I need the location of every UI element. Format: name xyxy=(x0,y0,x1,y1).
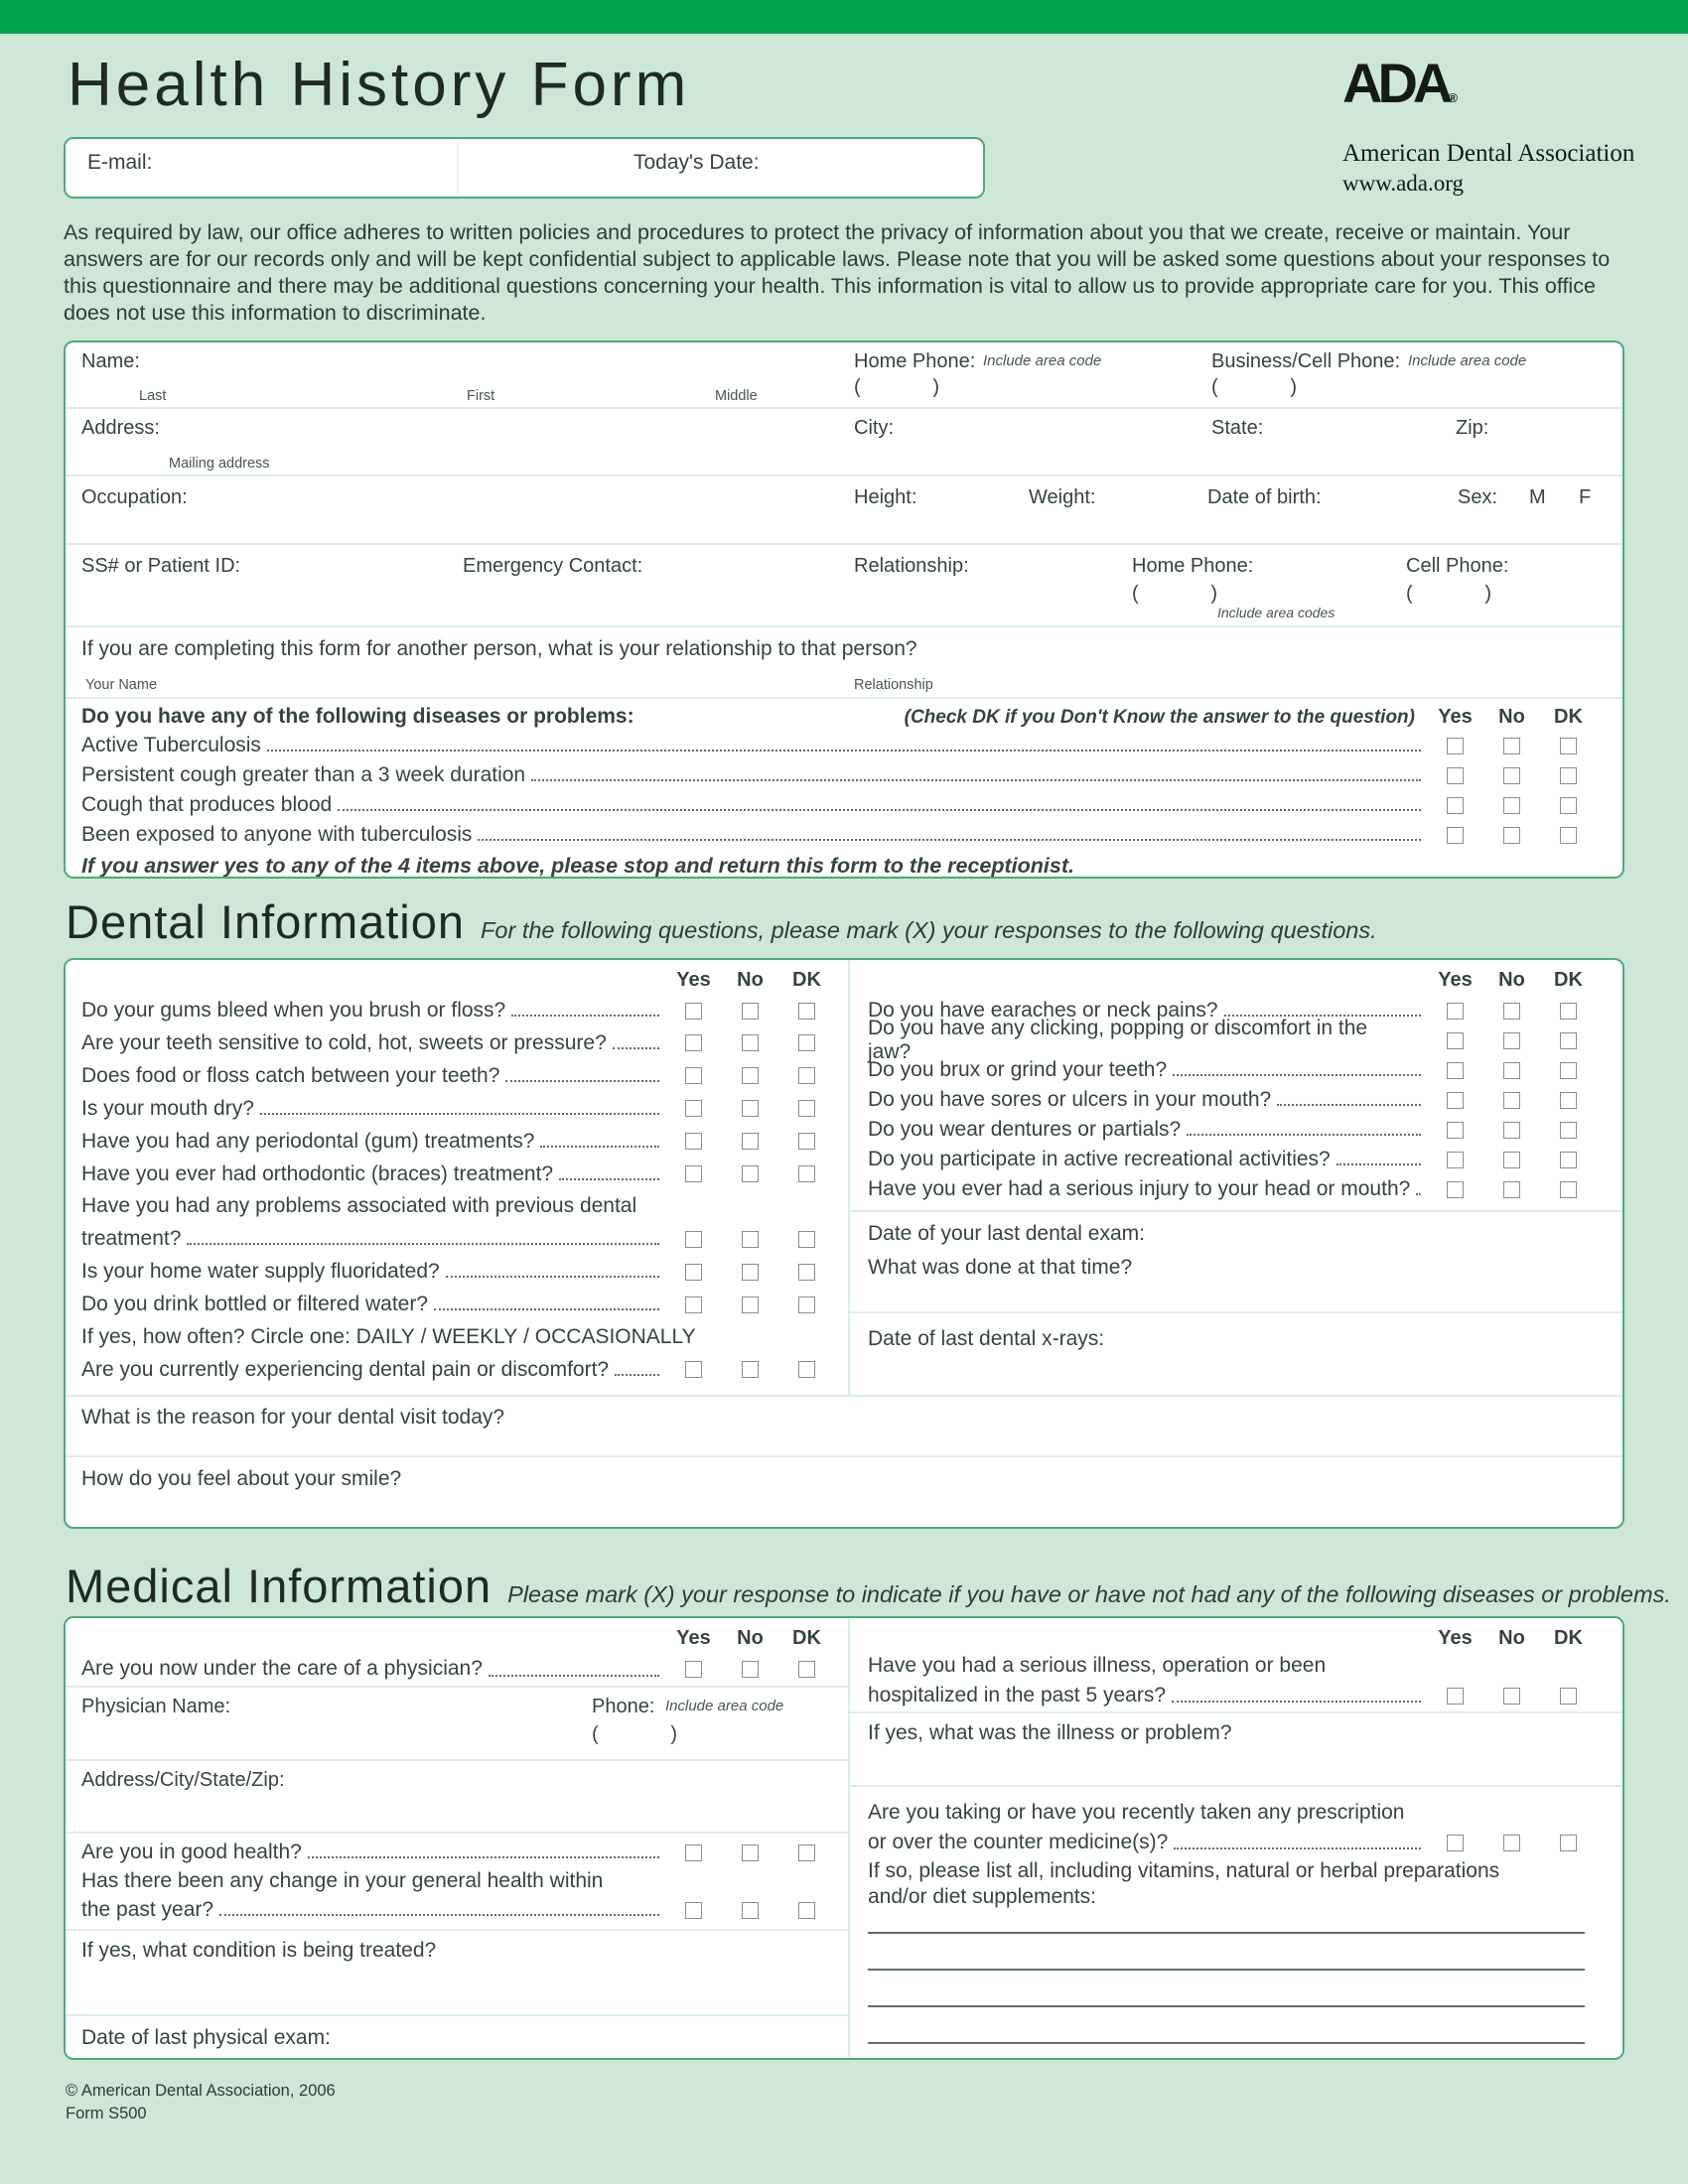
emergency-home-phone-label: Home Phone: xyxy=(1132,555,1254,577)
state-label: State: xyxy=(1211,417,1264,439)
checkbox-dk[interactable] xyxy=(798,1264,815,1281)
dental-question-row xyxy=(850,1017,1622,1063)
checkbox-no[interactable] xyxy=(1503,1092,1520,1109)
dental-left-column xyxy=(66,960,848,1395)
col-no: No xyxy=(1498,1626,1525,1649)
question-text: the past year? xyxy=(81,1898,214,1921)
checkbox-yes[interactable] xyxy=(685,1661,702,1678)
checkbox-no[interactable] xyxy=(742,1231,759,1248)
dental-question-row xyxy=(66,1290,848,1319)
mailing-address-sublabel: Mailing address xyxy=(169,456,270,472)
dental-question-row xyxy=(66,1224,848,1254)
checkbox-no[interactable] xyxy=(1503,1032,1520,1049)
dotted-leader xyxy=(505,1080,659,1082)
dk-note: (Check DK if you Don't Know the answer to the question) xyxy=(904,707,1415,728)
dotted-leader xyxy=(540,1146,659,1148)
dotted-leader xyxy=(1173,1074,1421,1076)
checkbox-no[interactable] xyxy=(742,1844,759,1861)
medical-info-panel xyxy=(64,1616,1624,2060)
sex-option-female[interactable]: F xyxy=(1579,486,1592,508)
checkbox-dk[interactable] xyxy=(798,1003,815,1020)
name-middle-sublabel: Middle xyxy=(715,388,758,404)
ada-logo-mark: ADA® xyxy=(1342,52,1458,114)
meds-list-note-line1: If so, please list all, including vitamins, natural or herbal preparations xyxy=(868,1859,1500,1882)
dental-right-col-headers xyxy=(850,960,1622,994)
medical-right-col-headers xyxy=(850,1618,1622,1652)
question-text: Do you brux or grind your teeth? xyxy=(868,1058,1168,1081)
question-text: Persistent cough greater than a 3 week duration xyxy=(81,763,526,786)
sex-label: Sex: xyxy=(1458,486,1498,508)
dental-question-row xyxy=(66,1028,848,1058)
form-footer xyxy=(66,2080,336,2125)
screening-col-headers xyxy=(1427,706,1597,729)
medical-section-subtitle: Please mark (X) your response to indicate if you have or have not had any of the following diseases or problems. xyxy=(507,1581,1671,1607)
height-label: Height: xyxy=(854,486,917,508)
col-no: No xyxy=(737,1626,764,1649)
checkbox-no[interactable] xyxy=(742,1902,759,1919)
checkbox-yes[interactable] xyxy=(685,1297,702,1313)
dotted-leader xyxy=(1172,1701,1421,1703)
emergency-home-phone-parens: ( ) xyxy=(1132,583,1231,605)
dental-question-row xyxy=(66,1355,848,1385)
medical-question-wrap-line1: Are you taking or have you recently taken any prescription xyxy=(868,1801,1405,1824)
last-dental-exam-block[interactable] xyxy=(850,1212,1622,1311)
condition-treated-row[interactable] xyxy=(66,1929,848,2014)
checkbox-yes[interactable] xyxy=(1447,738,1464,754)
home-phone-label: Home Phone: xyxy=(854,350,976,372)
dental-question-row xyxy=(66,1160,848,1189)
checkbox-yes[interactable] xyxy=(685,1231,702,1248)
checkbox-dk[interactable] xyxy=(1560,767,1577,784)
screening-item-row xyxy=(66,731,1622,760)
option-separator: / xyxy=(414,1325,433,1349)
last-physical-exam-row[interactable] xyxy=(66,2014,848,2058)
checkbox-no[interactable] xyxy=(742,1034,759,1051)
city-label: City: xyxy=(854,417,894,439)
checkbox-dk[interactable] xyxy=(798,1297,815,1313)
dotted-leader xyxy=(338,809,1421,811)
copyright-text: © American Dental Association, 2006 xyxy=(66,2082,336,2100)
checkbox-dk[interactable] xyxy=(798,1844,815,1861)
checkbox-yes[interactable] xyxy=(1447,1181,1464,1198)
weight-label: Weight: xyxy=(1029,486,1096,508)
sex-option-male[interactable]: M xyxy=(1529,486,1546,508)
last-xrays-block[interactable] xyxy=(850,1313,1622,1395)
meds-write-in-area xyxy=(868,1910,1597,2048)
write-in-line[interactable] xyxy=(868,1969,1585,1971)
dotted-leader xyxy=(1336,1163,1421,1165)
medical-left-col-headers xyxy=(66,1618,848,1652)
dental-question-row xyxy=(850,1085,1622,1115)
screening-warning: If you answer yes to any of the 4 items above, please stop and return this form to the receptionist. xyxy=(81,854,1074,878)
physician-phone-parens: ( ) xyxy=(592,1723,691,1745)
dotted-leader xyxy=(531,779,1421,781)
your-name-sublabel: Your Name xyxy=(85,677,158,693)
checkbox-no[interactable] xyxy=(1503,827,1520,844)
medications-block xyxy=(850,1787,1622,2058)
dental-question-row xyxy=(850,1145,1622,1174)
privacy-notice: As required by law, our office adheres to written policies and procedures to protect the privacy of information about you that we create, receive or maintain. Your answers are for our records only and will be kept confidential subject to applicable laws. Please note that you will be asked some questions about your responses to this questionnaire and there may be additional questions concerning your health. This information is vital to allow us to provide appropriate care for you. This office does not use this information to discriminate. xyxy=(64,220,1611,325)
question-text: Been exposed to anyone with tuberculosis xyxy=(81,823,473,846)
dental-section-header xyxy=(66,894,1377,949)
checkbox-yes[interactable] xyxy=(1447,1003,1464,1020)
dotted-leader xyxy=(1174,1847,1421,1849)
ssn-label: SS# or Patient ID: xyxy=(81,555,241,577)
checkbox-dk[interactable] xyxy=(1560,827,1577,844)
checkbox-yes[interactable] xyxy=(1447,1688,1464,1705)
ada-org-name: American Dental Association xyxy=(1342,140,1635,167)
checkbox-no[interactable] xyxy=(742,1264,759,1281)
ada-org-url: www.ada.org xyxy=(1342,171,1464,196)
checkbox-no[interactable] xyxy=(742,1003,759,1020)
checkbox-no[interactable] xyxy=(742,1100,759,1117)
medical-question-row xyxy=(66,1895,848,1925)
home-phone-parens: ( ) xyxy=(854,376,953,398)
question-text: Do you drink bottled or filtered water? xyxy=(81,1293,429,1316)
registered-mark-icon: ® xyxy=(1448,90,1458,105)
address-label: Address: xyxy=(81,417,160,439)
email-field-label: E-mail: xyxy=(87,151,153,174)
page-title: Health History Form xyxy=(68,51,691,119)
medical-question-row xyxy=(66,1652,848,1686)
dental-right-column xyxy=(848,960,1622,1395)
cell-phone-label: Cell Phone: xyxy=(1406,555,1509,577)
screening-heading: Do you have any of the following diseases or problems: xyxy=(81,705,634,728)
illness-problem-row[interactable] xyxy=(850,1713,1622,1785)
question-text: Are you in good health? xyxy=(81,1841,302,1863)
checkbox-dk[interactable] xyxy=(798,1133,815,1150)
checkbox-yes[interactable] xyxy=(1447,767,1464,784)
dental-info-panel xyxy=(64,958,1624,1529)
general-health-block xyxy=(66,1832,848,1929)
another-person-row[interactable] xyxy=(66,625,1622,697)
checkbox-no[interactable] xyxy=(742,1661,759,1678)
name-last-sublabel: Last xyxy=(139,388,167,404)
business-phone-label: Business/Cell Phone: xyxy=(1211,350,1401,372)
question-text: Do you have sores or ulcers in your mouth? xyxy=(868,1088,1272,1111)
medical-question-wrap-line1: Have you had a serious illness, operation or been xyxy=(868,1654,1327,1677)
col-yes: Yes xyxy=(1438,1626,1473,1649)
checkbox-dk[interactable] xyxy=(1560,797,1577,814)
physician-phone-label: Phone: xyxy=(592,1696,655,1717)
circle-option-daily[interactable]: DAILY xyxy=(355,1325,415,1349)
physician-name-row[interactable] xyxy=(66,1686,848,1759)
dotted-leader xyxy=(615,1374,659,1376)
business-phone-area-code-note: Include area code xyxy=(1408,352,1527,369)
question-text: Have you ever had a serious injury to your head or mouth? xyxy=(868,1177,1411,1200)
write-in-line[interactable] xyxy=(868,2042,1585,2044)
business-phone-parens: ( ) xyxy=(1211,376,1311,398)
medical-right-column xyxy=(848,1618,1622,2058)
dotted-leader xyxy=(308,1856,659,1858)
checkbox-dk[interactable] xyxy=(798,1231,815,1248)
visit-reason-row[interactable] xyxy=(66,1395,1622,1455)
dotted-leader xyxy=(187,1243,659,1245)
question-text: Does food or floss catch between your teeth? xyxy=(81,1063,500,1087)
dental-section-title: Dental Information xyxy=(66,895,466,948)
col-yes: Yes xyxy=(676,1626,711,1649)
screening-item-row xyxy=(66,820,1622,850)
checkbox-dk[interactable] xyxy=(1560,1032,1577,1049)
address-row[interactable] xyxy=(66,407,1622,475)
phone-area-code-note: Include area code xyxy=(665,1698,784,1714)
checkbox-dk[interactable] xyxy=(1560,1003,1577,1020)
question-text: Do you wear dentures or partials? xyxy=(868,1118,1182,1141)
question-text: Is your mouth dry? xyxy=(81,1096,254,1120)
col-yes: Yes xyxy=(676,968,711,991)
patient-info-panel xyxy=(64,341,1624,879)
circle-one-prefix: If yes, how often? Circle one: xyxy=(81,1325,356,1349)
dental-question-row xyxy=(66,1257,848,1287)
visit-reason-label: What is the reason for your dental visit today? xyxy=(81,1406,505,1429)
screening-item-row xyxy=(66,760,1622,790)
question-text: Cough that produces blood xyxy=(81,793,333,816)
checkbox-yes[interactable] xyxy=(1447,1062,1464,1079)
last-dental-exam-label: Date of your last dental exam: xyxy=(868,1222,1145,1245)
checkbox-yes[interactable] xyxy=(685,1034,702,1051)
name-row[interactable] xyxy=(66,342,1622,407)
medical-question-row xyxy=(850,1680,1622,1711)
checkbox-dk[interactable] xyxy=(1560,1181,1577,1198)
last-physical-exam-label: Date of last physical exam: xyxy=(81,2026,331,2049)
checkbox-dk[interactable] xyxy=(1560,1152,1577,1168)
dental-left-col-headers xyxy=(66,960,848,994)
physician-address-label: Address/City/State/Zip: xyxy=(81,1769,285,1791)
dental-question-row xyxy=(66,996,848,1025)
checkbox-yes[interactable] xyxy=(1447,827,1464,844)
home-phone-area-code-note: Include area code xyxy=(983,352,1102,369)
checkbox-no[interactable] xyxy=(1503,1152,1520,1168)
checkbox-no[interactable] xyxy=(1503,1062,1520,1079)
col-no: No xyxy=(1498,706,1525,728)
checkbox-yes[interactable] xyxy=(1447,1835,1464,1851)
checkbox-no[interactable] xyxy=(742,1067,759,1084)
checkbox-dk[interactable] xyxy=(1560,1122,1577,1139)
question-text: hospitalized in the past 5 years? xyxy=(868,1684,1167,1706)
checkbox-no[interactable] xyxy=(1503,797,1520,814)
checkbox-dk[interactable] xyxy=(798,1661,815,1678)
checkbox-dk[interactable] xyxy=(798,1902,815,1919)
dotted-leader xyxy=(613,1047,659,1049)
emergency-contact-label: Emergency Contact: xyxy=(463,555,643,577)
question-text: Active Tuberculosis xyxy=(81,734,261,756)
checkbox-no[interactable] xyxy=(1503,1122,1520,1139)
question-text: Is your home water supply fluoridated? xyxy=(81,1260,440,1284)
checkbox-yes[interactable] xyxy=(1447,1032,1464,1049)
checkbox-no[interactable] xyxy=(742,1297,759,1313)
checkbox-no[interactable] xyxy=(742,1133,759,1150)
question-text: Are you currently experiencing dental pain or discomfort? xyxy=(81,1357,610,1381)
screening-item-row xyxy=(66,790,1622,820)
dotted-leader xyxy=(1416,1193,1421,1195)
col-no: No xyxy=(1498,968,1525,991)
checkbox-dk[interactable] xyxy=(798,1067,815,1084)
checkbox-dk[interactable] xyxy=(798,1361,815,1378)
checkbox-yes[interactable] xyxy=(685,1003,702,1020)
todays-date-field-label: Today's Date: xyxy=(633,151,760,174)
dotted-leader xyxy=(489,1675,659,1677)
question-text: Are you now under the care of a physician? xyxy=(81,1657,483,1680)
occupation-row[interactable] xyxy=(66,475,1622,543)
dotted-leader xyxy=(511,1015,659,1017)
question-text: Have you ever had orthodontic (braces) treatment? xyxy=(81,1161,554,1185)
dotted-leader xyxy=(478,839,1421,841)
cell-phone-parens: ( ) xyxy=(1406,583,1505,605)
col-dk: DK xyxy=(1554,706,1583,728)
checkbox-yes[interactable] xyxy=(685,1067,702,1084)
zip-label: Zip: xyxy=(1456,417,1489,439)
occupation-label: Occupation: xyxy=(81,486,188,508)
question-text: treatment? xyxy=(81,1227,182,1251)
ssn-emergency-row[interactable] xyxy=(66,543,1622,625)
dental-question-row xyxy=(66,1094,848,1124)
medical-left-column xyxy=(66,1618,848,2058)
relationship-sublabel: Relationship xyxy=(854,677,933,693)
form-number: Form S500 xyxy=(66,2105,147,2122)
checkbox-yes[interactable] xyxy=(1447,1152,1464,1168)
relationship-label: Relationship: xyxy=(854,555,969,577)
checkbox-yes[interactable] xyxy=(685,1165,702,1182)
checkbox-no[interactable] xyxy=(742,1165,759,1182)
checkbox-no[interactable] xyxy=(1503,738,1520,754)
name-first-sublabel: First xyxy=(467,388,495,404)
dental-question-row xyxy=(850,1174,1622,1204)
question-text: Do you have earaches or neck pains? xyxy=(868,999,1218,1022)
dotted-leader xyxy=(559,1178,659,1180)
checkbox-dk[interactable] xyxy=(798,1165,815,1182)
disease-screening-block xyxy=(66,697,1622,879)
smile-label: How do you feel about your smile? xyxy=(81,1467,402,1490)
question-text: Are your teeth sensitive to cold, hot, sweets or pressure? xyxy=(81,1030,607,1054)
checkbox-dk[interactable] xyxy=(798,1100,815,1117)
checkbox-no[interactable] xyxy=(742,1361,759,1378)
medical-question-wrap-line1: Has there been any change in your general health within xyxy=(81,1869,604,1892)
col-no: No xyxy=(737,968,764,991)
ada-logo xyxy=(1342,52,1640,197)
checkbox-yes[interactable] xyxy=(685,1844,702,1861)
what-was-done-label: What was done at that time? xyxy=(868,1256,1133,1279)
dental-question-wrap-line1: Have you had any problems associated with previous dental xyxy=(81,1194,637,1218)
checkbox-yes[interactable] xyxy=(1447,1122,1464,1139)
meds-list-note-line2: and/or diet supplements: xyxy=(868,1885,1096,1908)
checkbox-dk[interactable] xyxy=(798,1034,815,1051)
checkbox-yes[interactable] xyxy=(685,1100,702,1117)
checkbox-no[interactable] xyxy=(1503,1688,1520,1705)
last-xrays-label: Date of last dental x-rays: xyxy=(868,1327,1105,1350)
dotted-leader xyxy=(1187,1134,1421,1136)
medical-question-row xyxy=(66,1838,848,1867)
dental-question-row xyxy=(850,1055,1622,1085)
medical-question-row xyxy=(868,1827,1597,1858)
question-text: Have you had any periodontal (gum) treatments? xyxy=(81,1129,535,1153)
checkbox-yes[interactable] xyxy=(1447,797,1464,814)
write-in-line[interactable] xyxy=(868,1932,1585,1934)
checkbox-no[interactable] xyxy=(1503,1181,1520,1198)
circle-option-occasionally[interactable]: OCCASIONALLY xyxy=(534,1325,696,1349)
medical-section-title: Medical Information xyxy=(66,1560,492,1612)
checkbox-yes[interactable] xyxy=(1447,1092,1464,1109)
top-green-bar xyxy=(0,0,1688,34)
option-separator: / xyxy=(517,1325,535,1349)
col-dk: DK xyxy=(792,1626,821,1649)
physician-address-row[interactable] xyxy=(66,1759,848,1832)
dob-label: Date of birth: xyxy=(1207,486,1322,508)
dotted-leader xyxy=(219,1914,659,1916)
physician-name-label: Physician Name: xyxy=(81,1696,231,1717)
checkbox-no[interactable] xyxy=(1503,767,1520,784)
medical-section-header xyxy=(66,1559,1671,1613)
write-in-line[interactable] xyxy=(868,2005,1585,2007)
dotted-leader xyxy=(260,1113,659,1115)
col-dk: DK xyxy=(1554,1626,1583,1649)
condition-treated-label: If yes, what condition is being treated? xyxy=(81,1939,437,1962)
checkbox-dk[interactable] xyxy=(1560,738,1577,754)
smile-row[interactable] xyxy=(66,1455,1622,1527)
checkbox-dk[interactable] xyxy=(1560,1688,1577,1705)
circle-option-weekly[interactable]: WEEKLY xyxy=(432,1325,518,1349)
screening-header-row xyxy=(66,703,1622,731)
dental-question-row xyxy=(850,1115,1622,1145)
checkbox-dk[interactable] xyxy=(1560,1062,1577,1079)
dental-section-subtitle: For the following questions, please mark (X) your responses to the following questions. xyxy=(481,917,1377,943)
col-yes: Yes xyxy=(1438,968,1473,991)
question-text: Do your gums bleed when you brush or floss? xyxy=(81,999,506,1022)
another-person-question: If you are completing this form for another person, what is your relationship to that person? xyxy=(81,637,917,660)
question-text: Do you have any clicking, popping or discomfort in the jaw? xyxy=(868,1017,1368,1063)
checkbox-no[interactable] xyxy=(1503,1835,1520,1851)
dental-question-row xyxy=(66,1061,848,1091)
illness-problem-label: If yes, what was the illness or problem? xyxy=(868,1721,1232,1744)
checkbox-yes[interactable] xyxy=(685,1361,702,1378)
checkbox-yes[interactable] xyxy=(685,1133,702,1150)
question-text: or over the counter medicine(s)? xyxy=(868,1831,1169,1853)
dotted-leader xyxy=(267,750,1421,751)
dotted-leader xyxy=(434,1308,659,1310)
dotted-leader xyxy=(446,1276,659,1278)
checkbox-no[interactable] xyxy=(1503,1003,1520,1020)
email-date-divider xyxy=(457,141,459,195)
include-area-codes-note: Include area codes xyxy=(1217,605,1336,620)
question-text: Do you participate in active recreational activities? xyxy=(868,1148,1331,1170)
checkbox-yes[interactable] xyxy=(685,1264,702,1281)
dotted-leader xyxy=(1277,1104,1421,1106)
col-dk: DK xyxy=(792,968,821,991)
checkbox-dk[interactable] xyxy=(1560,1835,1577,1851)
circle-one-row xyxy=(66,1322,848,1352)
col-dk: DK xyxy=(1554,968,1583,991)
checkbox-yes[interactable] xyxy=(685,1902,702,1919)
checkbox-dk[interactable] xyxy=(1560,1092,1577,1109)
email-date-box[interactable] xyxy=(64,137,985,199)
col-yes: Yes xyxy=(1438,706,1473,728)
name-label: Name: xyxy=(81,350,140,372)
dental-question-row xyxy=(66,1127,848,1157)
